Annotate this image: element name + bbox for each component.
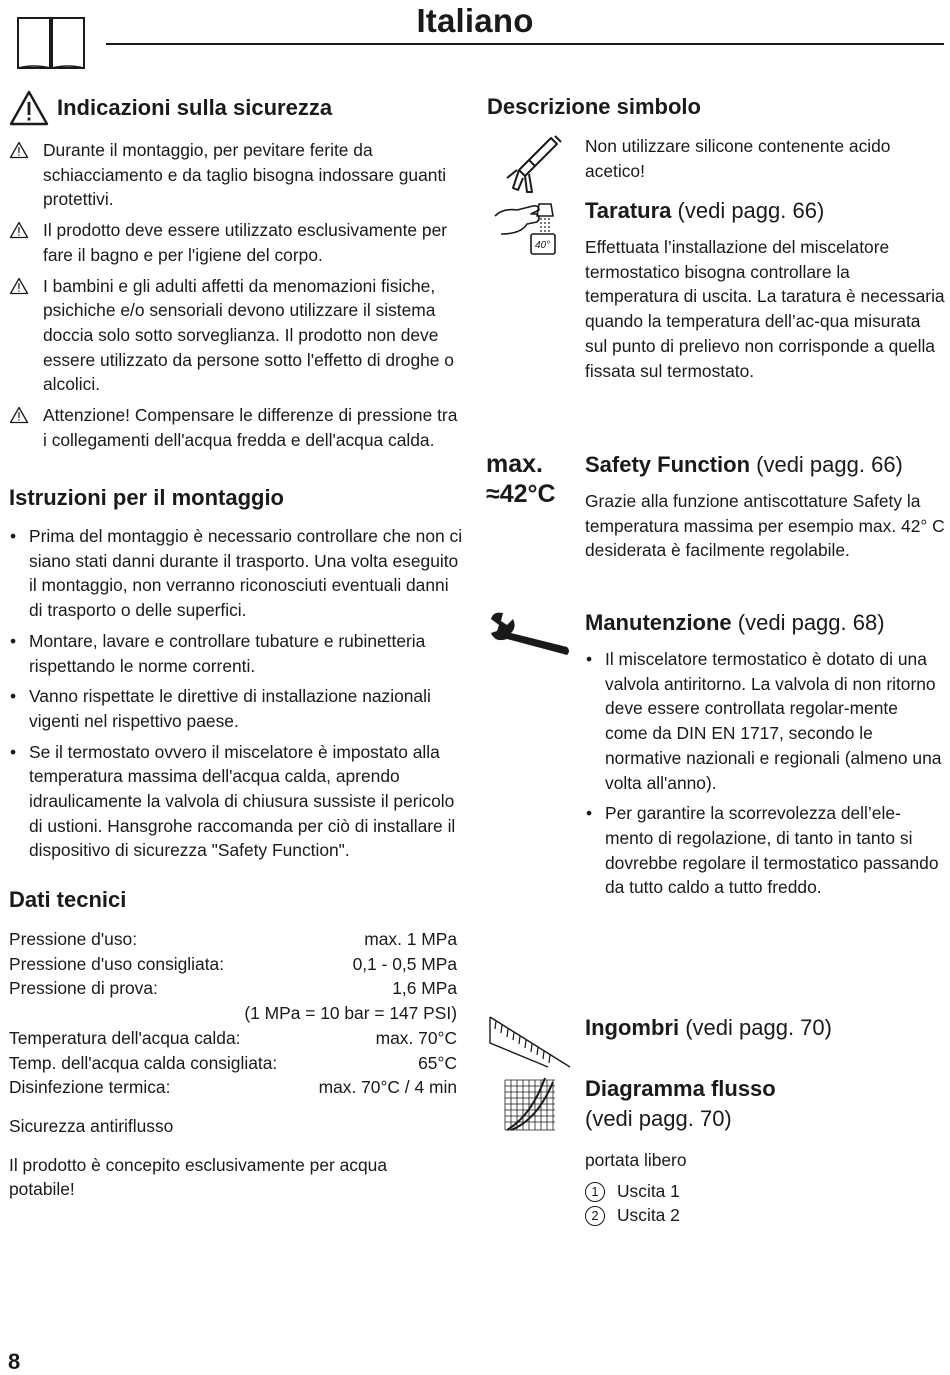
safety-item-text: Attenzione! Compensare le differenze di pressione tra i collegamenti dell'acqua fredda e dell'acqua calda. [43, 405, 458, 450]
header-divider [106, 43, 944, 45]
diagramma-title-text: Diagramma flusso [585, 1076, 776, 1101]
tech-label: Disinfezione termica: [9, 1077, 171, 1098]
safety-section [9, 90, 464, 458]
assembly-item-text: Montare, lavare e controllare tubature e rubinetteria rispettando le norme correnti. [29, 630, 426, 676]
tech-label: Temperatura dell'acqua calda: [9, 1027, 241, 1048]
outlet-item [585, 1203, 945, 1228]
warning-icon [9, 90, 49, 126]
safety-item [9, 218, 464, 267]
assembly-section [9, 484, 464, 869]
manutenzione-item: • Il miscelatore termostatico è dotato di una valvola antiritorno. La valvola di non ritorno deve essere controllata regolar-mente come da DIN EN 1717, secondo le normative nazionali e regionali (almeno una volta all'anno). [586, 649, 942, 793]
manutenzione-title: Manutenzione [585, 610, 732, 635]
ingombri-title: Ingombri [585, 1015, 680, 1040]
silicone-warning: Non utilizzare silicone contenente acido acetico! [585, 136, 891, 181]
safety-function-ref: (vedi pagg. 66) [750, 452, 903, 477]
ingombri-ref: (vedi pagg. 70) [679, 1015, 832, 1040]
diagramma-title [585, 1074, 945, 1104]
diagramma-ref: (vedi pagg. 70) [585, 1106, 732, 1131]
tech-label: Pressione di prova: [9, 978, 158, 999]
silicone-gun-icon [505, 134, 563, 194]
flow-diagram-icon [501, 1076, 559, 1134]
tech-value: max. 1 MPa [364, 929, 457, 949]
taratura-section [585, 196, 945, 383]
safety-item-text: Il prodotto deve essere utilizzato esclusivamente per fare il bagno e per l'igiene del corpo. [43, 220, 448, 265]
page-number: 8 [8, 1349, 21, 1374]
thermometer-hand-icon [493, 196, 563, 256]
tech-row [9, 927, 457, 952]
assembly-item-text: Vanno rispettate le direttive di installazione nazionali vigenti nel rispettivo paese. [29, 686, 431, 731]
diagramma-section [585, 1074, 945, 1228]
ingombri-section [585, 1013, 945, 1043]
warning-small-icon [9, 221, 29, 239]
manutenzione-item: • Per garantire la scorrevolezza dell’ele-mento di regolazione, di tanto in tanto si dovrebbe regolare il termostatico passando da tutto caldo a tutto freddo. [586, 803, 939, 898]
thermo-display: 40° [535, 240, 551, 251]
tech-value: 0,1 - 0,5 MPa [352, 953, 457, 974]
tech-heading: Dati tecnici [9, 887, 127, 912]
outlet-label: Uscita 2 [617, 1205, 680, 1226]
tech-pressure-conversion: (1 MPa = 10 bar = 147 PSI) [244, 1003, 457, 1024]
warning-small-icon [9, 406, 29, 424]
safety-item-text: Durante il montaggio, per pevitare ferite da schiacciamento e da taglio bisogna indossare guanti protettivi. [43, 140, 447, 210]
taratura-text: Effettuata l’installazione del miscelatore termostatico bisogna controllare la temperatura di uscita. La taratura è necessaria quando la temperatura dell’ac-qua misurata sul punto di prelievo non corrisponde a quella fissata sul termostato. [585, 237, 945, 381]
tech-label: Pressione d'uso: [9, 929, 138, 949]
warning-small-icon [9, 141, 29, 159]
assembly-item: • Montare, lavare e controllare tubature e rubinetteria rispettando le norme correnti. [10, 630, 426, 676]
manutenzione-item-text: Per garantire la scorrevolezza dell’ele-mento di regolazione, di tanto in tanto si dovrebbe regolare il termostatico passando da tutto caldo a tutto freddo. [605, 803, 939, 898]
tech-row [9, 1051, 457, 1076]
tech-value: max. 70°C / 4 min [318, 1077, 457, 1098]
assembly-heading: Istruzioni per il montaggio [9, 485, 284, 510]
max-temp-line1: max. [486, 450, 543, 478]
tech-value: max. 70°C [375, 1027, 457, 1048]
safety-function-text: Grazie alla funzione antiscottature Safety la temperatura massima per esempio max. 42° C desiderata è facilmente regolabile. [585, 491, 945, 561]
tech-value: 1,6 MPa [392, 978, 457, 999]
outlet-number: 1 [585, 1182, 605, 1202]
assembly-item: • Prima del montaggio è necessario controllare che non ci siano stati danni durante il trasporto. Una volta eseguito il montaggio, non verranno riconosciuti eventuali danni di trasporto o delle superfici. [10, 526, 463, 621]
wrench-icon [487, 609, 573, 659]
assembly-item-text: Prima del montaggio è necessario controllare che non ci siano stati danni durante il trasporto. Una volta eseguito il montaggio, non verranno riconosciuti eventuali danni di trasporto o delle superfici. [29, 526, 463, 621]
safety-item-text: I bambini e gli adulti affetti da menomazioni fisiche, psichiche e/o sensoriali devono utilizzare il sistema doccia solo sotto sorveglianza. Il prodotto non deve essere utilizzato da persone sotto l'effetto di droghe o alcolici. [43, 275, 454, 395]
manutenzione-section [585, 608, 945, 906]
potable-text: Il prodotto è concepito esclusivamente per acqua potabile! [9, 1154, 387, 1200]
outlet-number: 2 [585, 1206, 605, 1226]
safety-item [9, 138, 464, 212]
ruler-icon [488, 1015, 572, 1069]
tech-section [9, 886, 464, 1202]
max-temp-line2: ≈42°C [486, 480, 556, 508]
assembly-item-text: Se il termostato ovvero il miscelatore è impostato alla temperatura massima dell'acqua calda, aprendo idraulicamente la valvola di chiusura sussiste il pericolo di ustioni. Hansgrohe raccomanda per ciò di installare il dispositivo di sicurezza "Safety Function". [29, 741, 456, 861]
manutenzione-ref: (vedi pagg. 68) [731, 610, 885, 635]
safety-item [9, 403, 464, 452]
assembly-item: • Vanno rispettate le direttive di installazione nazionali vigenti nel rispettivo paese. [10, 686, 431, 731]
safety-function-title: Safety Function [585, 452, 751, 477]
backflow-text: Sicurezza antiriflusso [9, 1115, 174, 1136]
safety-function-heading [585, 450, 945, 480]
tech-label: Pressione d'uso consigliata: [9, 953, 225, 974]
symbols-heading: Descrizione simbolo [487, 94, 701, 119]
tech-label: Temp. dell'acqua calda consigliata: [9, 1052, 278, 1073]
portata-text: portata libero [585, 1150, 687, 1170]
max-temp-symbol [486, 449, 556, 509]
safety-heading: Indicazioni sulla sicurezza [57, 95, 333, 120]
ingombri-heading [585, 1013, 945, 1043]
taratura-ref: (vedi pagg. 66) [671, 198, 825, 223]
taratura-heading [585, 196, 945, 226]
outlet-item [585, 1179, 945, 1204]
outlet-label: Uscita 1 [617, 1180, 680, 1201]
safety-function-section [585, 450, 945, 563]
tech-row [9, 1026, 457, 1051]
tech-value: 65°C [418, 1052, 457, 1073]
taratura-title: Taratura [585, 198, 672, 223]
manutenzione-heading [585, 608, 945, 638]
tech-row [9, 952, 457, 977]
page-title: Italiano [416, 2, 534, 39]
safety-item [9, 274, 464, 398]
warning-small-icon [9, 277, 29, 295]
tech-row [9, 976, 457, 1001]
tech-row [9, 1075, 457, 1100]
assembly-item: • Se il termostato ovvero il miscelatore è impostato alla temperatura massima dell'acqua calda, aprendo idraulicamente la valvola di chiusura sussiste il pericolo di ustioni. Hansgrohe raccomanda per ciò di installare il dispositivo di sicurezza "Safety Function". [10, 741, 456, 861]
manutenzione-item-text: Il miscelatore termostatico è dotato di una valvola antiritorno. La valvola di non ritorno deve essere controllata regolar-mente come da DIN EN 1717, secondo le normative nazionali e regionali (almeno una volta all'anno). [605, 649, 942, 793]
